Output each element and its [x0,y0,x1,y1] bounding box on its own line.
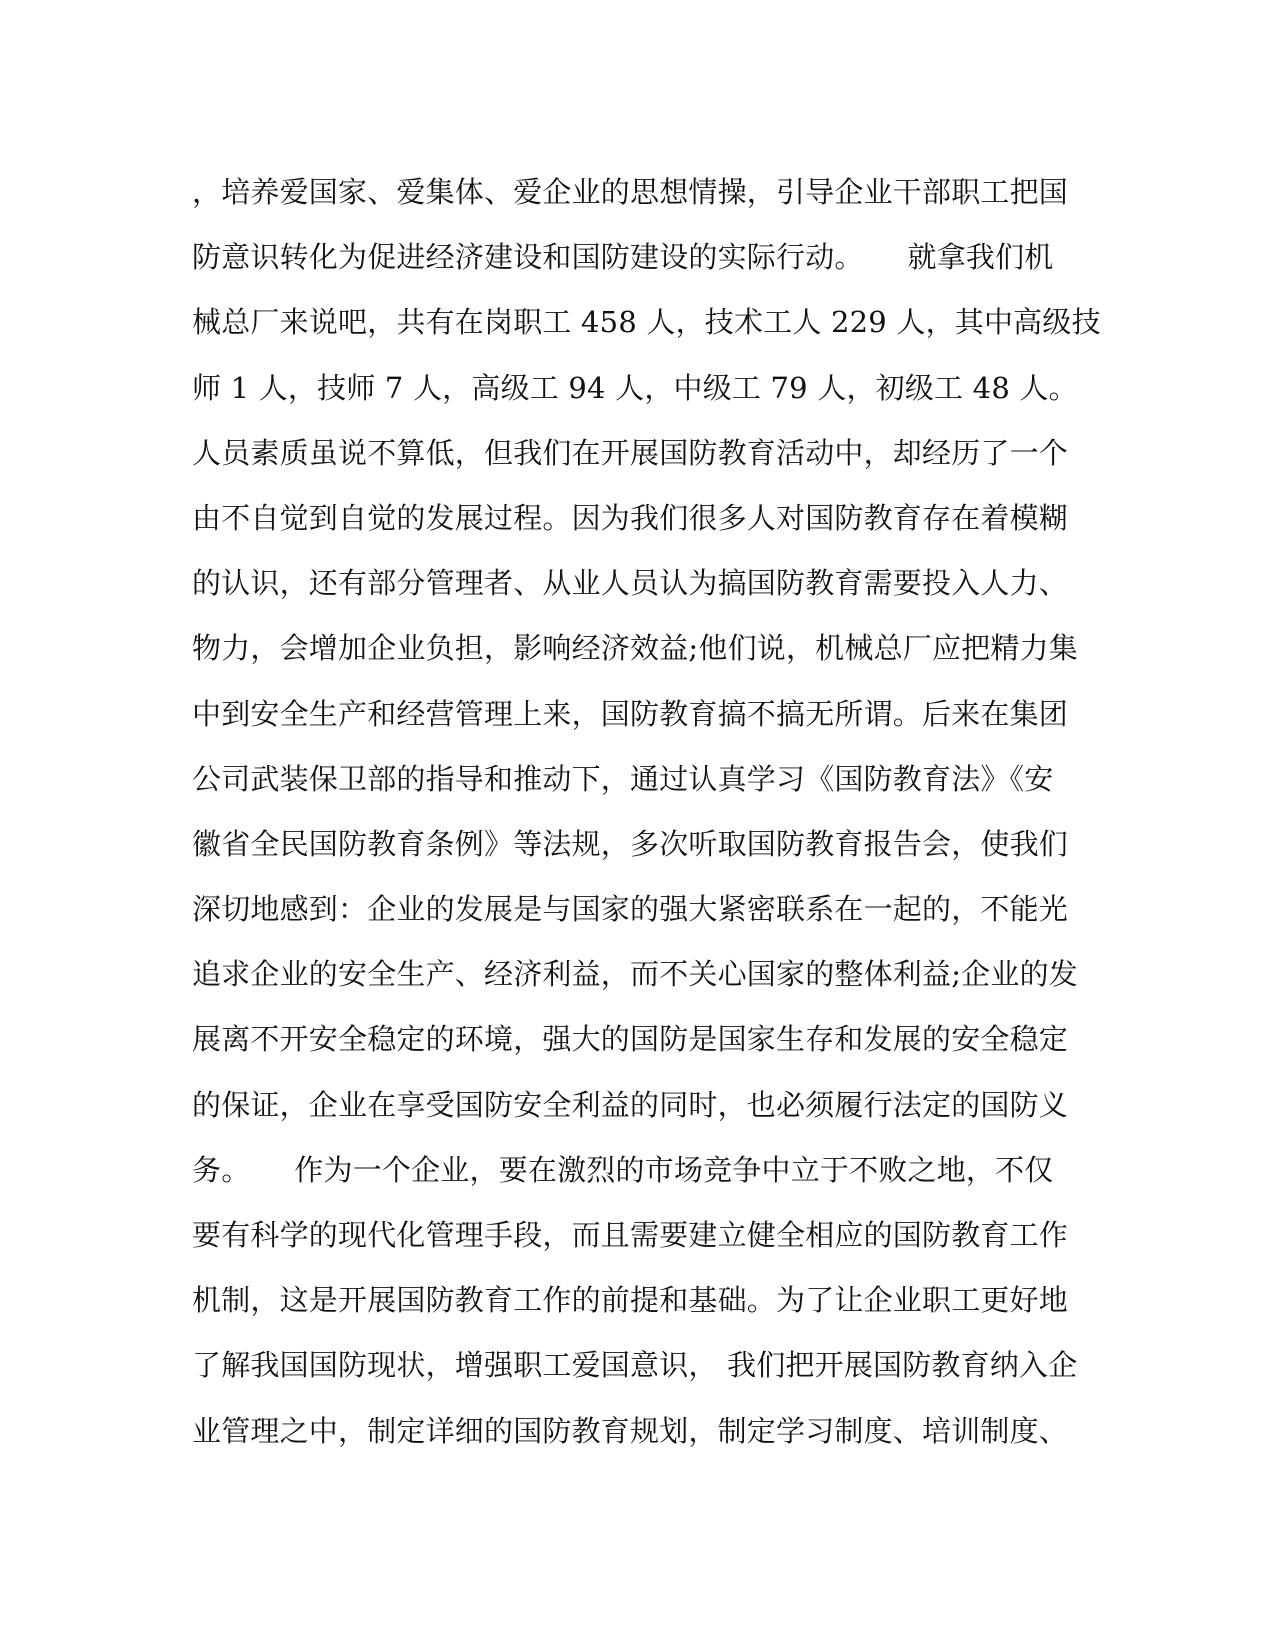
text-line: 务。 作为一个企业，要在激烈的市场竞争中立于不败之地，不仅 [192,1152,1054,1187]
text-line: 机制，这是开展国防教育工作的前提和基础。为了让企业职工更好地 [192,1283,1069,1318]
text-line: 公司武装保卫部的指导和推动下，通过认真学习《国防教育法》《安 [192,761,1054,796]
text-line: 的保证，企业在享受国防安全利益的同时，也必须履行法定的国防义 [192,1087,1069,1122]
text-line: ，培养爱国家、爱集体、爱企业的思想情操，引导企业干部职工把国 [192,175,1069,209]
text-line: 要有科学的现代化管理手段，而且需要建立健全相应的国防教育工作 [192,1218,1069,1252]
text-line: 师 1 人，技师 7 人，高级工 94 人，中级工 79 人，初级工 48 人。 [192,370,1078,405]
text-line: 防意识转化为促进经济建设和国防建设的实际行动。 就拿我们机 [192,240,1054,275]
text-line: 械总厂来说吧，共有在岗职工 458 人，技术工人 229 人，其中高级技 [192,305,1101,340]
text-line: 物力，会增加企业负担，影响经济效益;他们说，机械总厂应把精力集 [192,631,1078,666]
text-line: 业管理之中，制定详细的国防教育规划，制定学习制度、培训制度、 [192,1413,1069,1448]
text-line: 深切地感到：企业的发展是与国家的强大紧密联系在一起的，不能光 [192,892,1069,927]
body-text [192,160,1101,1464]
text-line: 的认识，还有部分管理者、从业人员认为搞国防教育需要投入人力、 [192,566,1069,601]
text-line: 展离不开安全稳定的环境，强大的国防是国家生存和发展的安全稳定 [192,1022,1069,1057]
text-line: 了解我国国防现状，增强职工爱国意识， 我们把开展国防教育纳入企 [192,1348,1078,1383]
text-line: 中到安全生产和经营管理上来，国防教育搞不搞无所谓。后来在集团 [192,696,1069,731]
text-line: 由不自觉到自觉的发展过程。因为我们很多人对国防教育存在着模糊 [192,500,1069,535]
text-line: 人员素质虽说不算低，但我们在开展国防教育活动中，却经历了一个 [192,435,1069,470]
text-line: 徽省全民国防教育条例》等法规，多次听取国防教育报告会，使我们 [192,826,1069,861]
text-line: 追求企业的安全生产、经济利益，而不关心国家的整体利益;企业的发 [192,957,1078,992]
